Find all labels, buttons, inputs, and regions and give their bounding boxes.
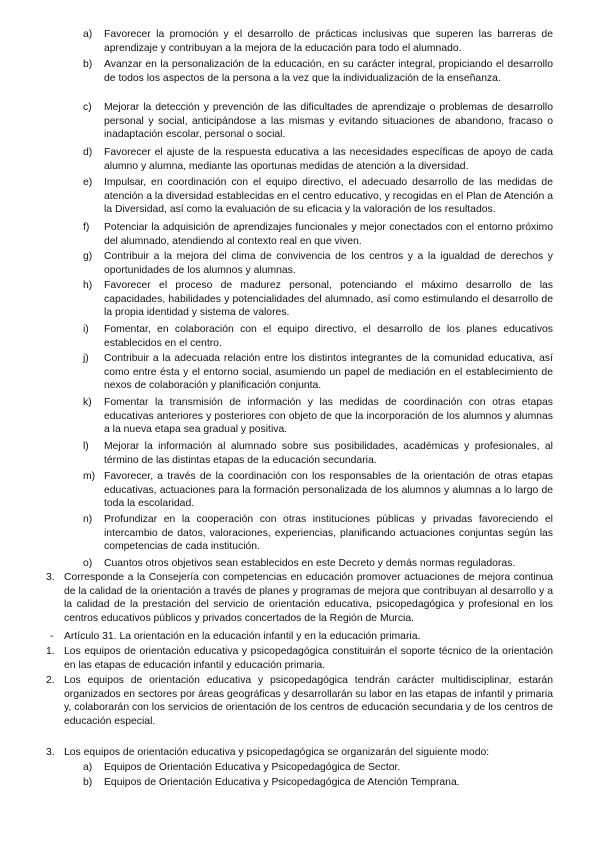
paragraph-text: Corresponde a la Consejería con competencias en educación promover actuaciones de mejora continua de la calidad de la orientación a través de planes y programas de mejora que contribuyan al desarrollo y a la calidad de la prestación del servicio de orientación educativa, psicopedagógica y profesional en los centros educativos públicos y privados concertados de la Región de Murcia.	[64, 572, 553, 624]
list-item-j	[83, 352, 553, 393]
list-marker: m)	[83, 471, 96, 482]
list-marker: 2.	[46, 675, 55, 686]
list-text: Favorecer, a través de la coordinación con los responsables de la orientación de otras etapas educativas, actuaciones para la formación personalizada de los alumnos y alumnas a lo largo de toda la escolaridad.	[104, 471, 553, 510]
list-item-m	[83, 470, 553, 511]
dash-marker: -	[50, 631, 54, 642]
list-marker: b)	[83, 59, 93, 70]
list-marker: a)	[83, 762, 93, 773]
list-marker: 1.	[46, 646, 55, 657]
list-item-e	[83, 176, 553, 217]
list-text: Fomentar la transmisión de información y las medidas de coordinación con otras etapas educativas anteriores y posteriores con objeto de que la incorporación de los alumnos y alumnas a la nueva etapa sea gradual y positiva.	[104, 397, 553, 436]
list-marker: e)	[83, 177, 93, 188]
sub-item-b	[83, 776, 553, 790]
list-marker: b)	[83, 777, 93, 788]
sub-item-a	[83, 761, 553, 775]
list-marker: d)	[83, 147, 93, 158]
list-text: Avanzar en la personalización de la educación, en su carácter integral, propiciando el desarrollo de todos los aspectos de la persona a la vez que la individualización de la enseñanza.	[104, 59, 553, 84]
article-heading	[50, 630, 553, 644]
numbered-item-3b	[46, 746, 553, 760]
list-marker: a)	[83, 29, 93, 40]
list-item-b	[83, 58, 553, 85]
list-marker: o)	[83, 558, 93, 569]
list-marker: i)	[83, 324, 89, 335]
list-marker: h)	[83, 280, 93, 291]
numbered-item-3	[46, 571, 553, 625]
list-item-h	[83, 279, 553, 320]
list-text: Equipos de Orientación Educativa y Psicopedagógica de Sector.	[104, 762, 401, 773]
list-text: Favorecer el ajuste de la respuesta educativa a las necesidades específicas de apoyo de cada alumno y alumna, mediante las oportunas medidas de atención a la diversidad.	[104, 147, 553, 172]
paragraph-text: Los equipos de orientación educativa y psicopedagógica tendrán carácter multidisciplinar, estarán organizados en sectores por áreas geográficas y desarrollarán su labor en las etapas de infantil y primaria y, colaborarán con los servicios de orientación de los centros de educación secundaria y de los centros de educación especial.	[64, 675, 553, 727]
list-marker: l)	[83, 441, 89, 452]
list-text: Favorecer la promoción y el desarrollo de prácticas inclusivas que superen las barreras de aprendizaje y contribuyan a la mejora de la educación para todo el alumnado.	[104, 29, 553, 54]
list-item-o	[83, 557, 553, 571]
numbered-item-1	[46, 645, 553, 672]
list-item-g	[83, 250, 553, 277]
list-text: Mejorar la detección y prevención de las dificultades de aprendizaje o problemas de desarrollo personal y social, anticipándose a las mismas y evitando situaciones de abandono, fracaso o inadaptación escolar, personal o social.	[104, 102, 553, 141]
list-text: Mejorar la información al alumnado sobre sus posibilidades, académicas y profesionales, al término de las distintas etapas de la educación secundaria.	[104, 441, 553, 466]
list-item-c	[83, 101, 553, 142]
list-item-n	[83, 513, 553, 554]
paragraph-text: Los equipos de orientación educativa y psicopedagógica se organizarán del siguiente modo:	[64, 747, 490, 758]
list-marker: f)	[83, 222, 90, 233]
article-title: Artículo 31. La orientación en la educación infantil y en la educación primaria.	[64, 631, 421, 642]
list-text: Fomentar, en colaboración con el equipo directivo, el desarrollo de los planes educativos establecidos en el centro.	[104, 324, 553, 349]
list-item-d	[83, 146, 553, 173]
list-item-k	[83, 396, 553, 437]
list-text: Profundizar en la cooperación con otras instituciones públicas y privadas favoreciendo el intercambio de datos, valoraciones, experiencias, planificando actuaciones conjuntas según las competencias de cada institución.	[104, 514, 553, 553]
list-marker: 3.	[46, 572, 55, 583]
list-marker: j)	[83, 353, 89, 364]
list-text: Favorecer el proceso de madurez personal, potenciando el máximo desarrollo de las capacidades, habilidades y potencialidades del alumnado, así como estimulando el desarrollo de la propia identidad y sistema de valores.	[104, 280, 553, 319]
list-text: Potenciar la adquisición de aprendizajes funcionales y mejor conectados con el entorno próximo del alumnado, atendiendo al contexto real en que viven.	[104, 222, 553, 247]
list-item-l	[83, 440, 553, 467]
list-item-a	[83, 28, 553, 55]
list-text: Cuantos otros objetivos sean establecidos en este Decreto y demás normas reguladoras.	[104, 558, 516, 569]
list-item-i	[83, 323, 553, 350]
list-marker: g)	[83, 251, 93, 262]
list-marker: c)	[83, 102, 92, 113]
list-text: Equipos de Orientación Educativa y Psicopedagógica de Atención Temprana.	[104, 777, 460, 788]
list-text: Impulsar, en coordinación con el equipo directivo, el adecuado desarrollo de las medidas de atención a la diversidad establecidas en el centro educativo, y recogidas en el Plan de Atención a la Diversidad, así como la evaluación de su eficacia y la valoración de los resultados.	[104, 177, 553, 216]
list-marker: k)	[83, 397, 92, 408]
paragraph-text: Los equipos de orientación educativa y psicopedagógica constituirán el soporte técnico de la orientación en las etapas de educación infantil y educación primaria.	[64, 646, 553, 671]
list-item-f	[83, 221, 553, 248]
numbered-item-2	[46, 674, 553, 728]
list-marker: 3.	[46, 747, 55, 758]
list-text: Contribuir a la adecuada relación entre los distintos integrantes de la comunidad educativa, así como entre ésta y el entorno social, asumiendo un papel de mediación en el establecimiento de nexos de colaboración y planificación conjunta.	[104, 353, 553, 392]
list-marker: n)	[83, 514, 93, 525]
list-text: Contribuir a la mejora del clima de convivencia de los centros y a la igualdad de derechos y oportunidades de los alumnos y alumnas.	[104, 251, 553, 276]
